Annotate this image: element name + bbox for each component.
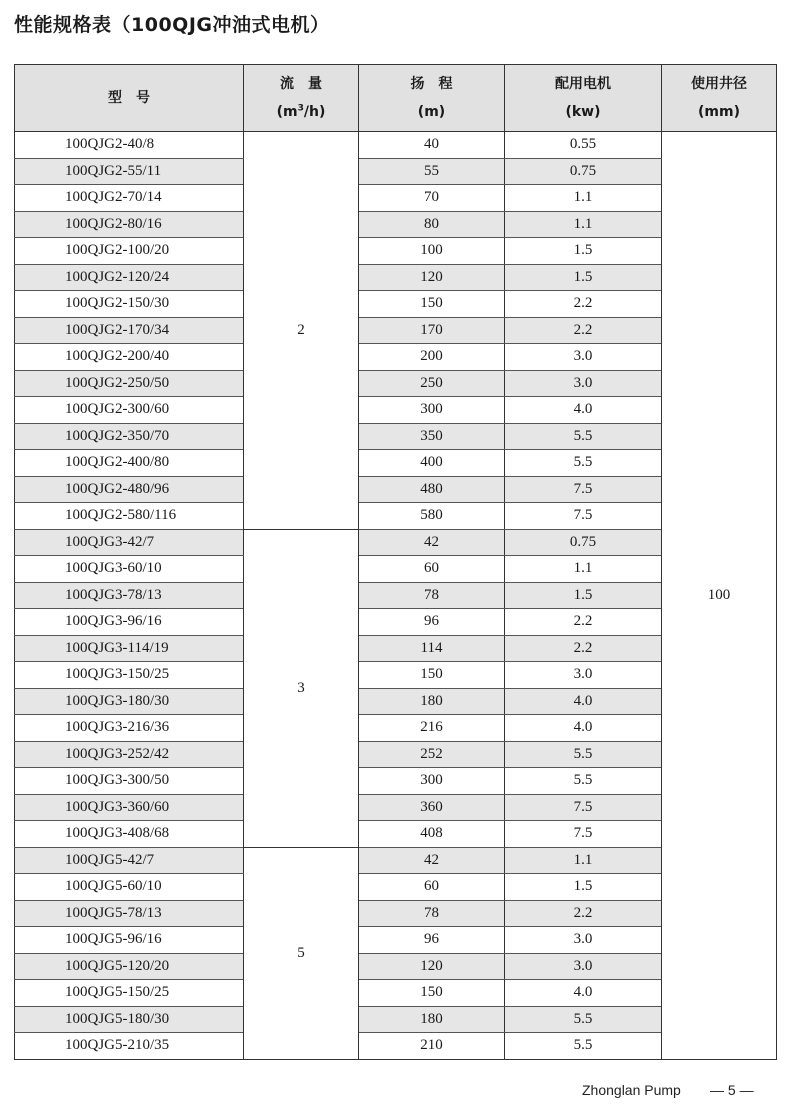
model-cell: 100QJG3-78/13 — [15, 582, 244, 609]
head-cell: 96 — [359, 609, 505, 636]
motor-cell: 1.1 — [505, 847, 662, 874]
model-cell: 100QJG3-150/25 — [15, 662, 244, 689]
header-flow-label: 流 量 — [280, 76, 322, 92]
header-well-label: 使用井径 — [691, 76, 747, 92]
model-cell: 100QJG5-60/10 — [15, 874, 244, 901]
flow-cell: 2 — [244, 132, 359, 530]
table-header — [15, 65, 777, 132]
model-cell: 100QJG3-408/68 — [15, 821, 244, 848]
model-cell: 100QJG5-180/30 — [15, 1006, 244, 1033]
model-cell: 100QJG2-580/116 — [15, 503, 244, 530]
head-cell: 400 — [359, 450, 505, 477]
model-cell: 100QJG3-180/30 — [15, 688, 244, 715]
motor-cell: 2.2 — [505, 900, 662, 927]
head-cell: 114 — [359, 635, 505, 662]
head-cell: 252 — [359, 741, 505, 768]
header-motor-unit: (kw) — [565, 104, 601, 120]
head-cell: 42 — [359, 847, 505, 874]
model-cell: 100QJG2-170/34 — [15, 317, 244, 344]
motor-cell: 4.0 — [505, 980, 662, 1007]
model-cell: 100QJG2-400/80 — [15, 450, 244, 477]
motor-cell: 7.5 — [505, 503, 662, 530]
header-head-unit: (m) — [417, 104, 446, 120]
model-cell: 100QJG2-300/60 — [15, 397, 244, 424]
head-cell: 78 — [359, 900, 505, 927]
head-cell: 150 — [359, 291, 505, 318]
motor-cell: 1.1 — [505, 211, 662, 238]
model-cell: 100QJG2-350/70 — [15, 423, 244, 450]
header-row — [15, 65, 777, 132]
motor-cell: 2.2 — [505, 635, 662, 662]
model-cell: 100QJG2-80/16 — [15, 211, 244, 238]
model-cell: 100QJG5-96/16 — [15, 927, 244, 954]
head-cell: 96 — [359, 927, 505, 954]
model-cell: 100QJG3-42/7 — [15, 529, 244, 556]
model-cell: 100QJG2-55/11 — [15, 158, 244, 185]
header-model — [15, 65, 244, 132]
model-cell: 100QJG2-40/8 — [15, 132, 244, 159]
motor-cell: 3.0 — [505, 344, 662, 371]
motor-cell: 2.2 — [505, 291, 662, 318]
head-cell: 360 — [359, 794, 505, 821]
head-cell: 120 — [359, 264, 505, 291]
header-head-label: 扬 程 — [410, 76, 453, 92]
motor-cell: 5.5 — [505, 741, 662, 768]
motor-cell: 3.0 — [505, 927, 662, 954]
head-cell: 55 — [359, 158, 505, 185]
model-cell: 100QJG3-216/36 — [15, 715, 244, 742]
head-cell: 78 — [359, 582, 505, 609]
head-cell: 120 — [359, 953, 505, 980]
motor-cell: 2.2 — [505, 609, 662, 636]
footer-brand: Zhonglan Pump — [582, 1082, 681, 1098]
motor-cell: 4.0 — [505, 397, 662, 424]
model-cell: 100QJG3-96/16 — [15, 609, 244, 636]
model-cell: 100QJG5-42/7 — [15, 847, 244, 874]
flow-unit-superscript: 3 — [297, 103, 304, 114]
head-cell: 42 — [359, 529, 505, 556]
head-cell: 350 — [359, 423, 505, 450]
motor-cell: 5.5 — [505, 1006, 662, 1033]
flow-cell: 5 — [244, 847, 359, 1059]
head-cell: 40 — [359, 132, 505, 159]
model-cell: 100QJG5-78/13 — [15, 900, 244, 927]
head-cell: 170 — [359, 317, 505, 344]
page-title: 性能规格表（100QJG冲油式电机） — [14, 14, 330, 36]
well-diameter-cell: 100 — [662, 132, 777, 1060]
spec-table — [14, 64, 777, 1060]
model-cell: 100QJG5-120/20 — [15, 953, 244, 980]
motor-cell: 1.5 — [505, 264, 662, 291]
header-well-unit: (mm) — [698, 104, 740, 120]
model-cell: 100QJG2-250/50 — [15, 370, 244, 397]
model-cell: 100QJG2-480/96 — [15, 476, 244, 503]
header-flow-unit — [277, 104, 326, 120]
motor-cell: 0.55 — [505, 132, 662, 159]
motor-cell: 7.5 — [505, 821, 662, 848]
table-body — [15, 132, 777, 1060]
head-cell: 300 — [359, 397, 505, 424]
motor-cell: 5.5 — [505, 768, 662, 795]
header-motor — [505, 65, 662, 132]
motor-cell: 3.0 — [505, 370, 662, 397]
motor-cell: 3.0 — [505, 953, 662, 980]
head-cell: 60 — [359, 874, 505, 901]
head-cell: 180 — [359, 1006, 505, 1033]
model-cell: 100QJG2-150/30 — [15, 291, 244, 318]
motor-cell: 2.2 — [505, 317, 662, 344]
motor-cell: 5.5 — [505, 1033, 662, 1060]
head-cell: 180 — [359, 688, 505, 715]
head-cell: 480 — [359, 476, 505, 503]
motor-cell: 1.5 — [505, 238, 662, 265]
motor-cell: 1.5 — [505, 582, 662, 609]
motor-cell: 1.5 — [505, 874, 662, 901]
head-cell: 210 — [359, 1033, 505, 1060]
page-number: — 5 — — [710, 1082, 754, 1098]
model-cell: 100QJG3-300/50 — [15, 768, 244, 795]
header-motor-label: 配用电机 — [555, 76, 611, 92]
table-row — [15, 132, 777, 159]
head-cell: 60 — [359, 556, 505, 583]
head-cell: 100 — [359, 238, 505, 265]
model-cell: 100QJG5-150/25 — [15, 980, 244, 1007]
motor-cell: 3.0 — [505, 662, 662, 689]
model-cell: 100QJG2-200/40 — [15, 344, 244, 371]
header-head — [359, 65, 505, 132]
motor-cell: 7.5 — [505, 794, 662, 821]
head-cell: 250 — [359, 370, 505, 397]
flow-unit-prefix: (m — [276, 104, 298, 120]
header-model-label: 型 号 — [108, 90, 150, 106]
motor-cell: 4.0 — [505, 688, 662, 715]
flow-cell: 3 — [244, 529, 359, 847]
motor-cell: 1.1 — [505, 185, 662, 212]
motor-cell: 7.5 — [505, 476, 662, 503]
motor-cell: 5.5 — [505, 450, 662, 477]
model-cell: 100QJG2-70/14 — [15, 185, 244, 212]
head-cell: 300 — [359, 768, 505, 795]
head-cell: 150 — [359, 662, 505, 689]
model-cell: 100QJG3-114/19 — [15, 635, 244, 662]
motor-cell: 0.75 — [505, 529, 662, 556]
head-cell: 70 — [359, 185, 505, 212]
header-well — [662, 65, 777, 132]
head-cell: 408 — [359, 821, 505, 848]
head-cell: 150 — [359, 980, 505, 1007]
model-cell: 100QJG3-252/42 — [15, 741, 244, 768]
flow-unit-suffix: /h) — [303, 104, 326, 120]
motor-cell: 4.0 — [505, 715, 662, 742]
model-cell: 100QJG5-210/35 — [15, 1033, 244, 1060]
motor-cell: 1.1 — [505, 556, 662, 583]
motor-cell: 5.5 — [505, 423, 662, 450]
head-cell: 80 — [359, 211, 505, 238]
model-cell: 100QJG3-360/60 — [15, 794, 244, 821]
header-flow — [244, 65, 359, 132]
head-cell: 216 — [359, 715, 505, 742]
model-cell: 100QJG2-100/20 — [15, 238, 244, 265]
head-cell: 580 — [359, 503, 505, 530]
motor-cell: 0.75 — [505, 158, 662, 185]
head-cell: 200 — [359, 344, 505, 371]
model-cell: 100QJG2-120/24 — [15, 264, 244, 291]
model-cell: 100QJG3-60/10 — [15, 556, 244, 583]
